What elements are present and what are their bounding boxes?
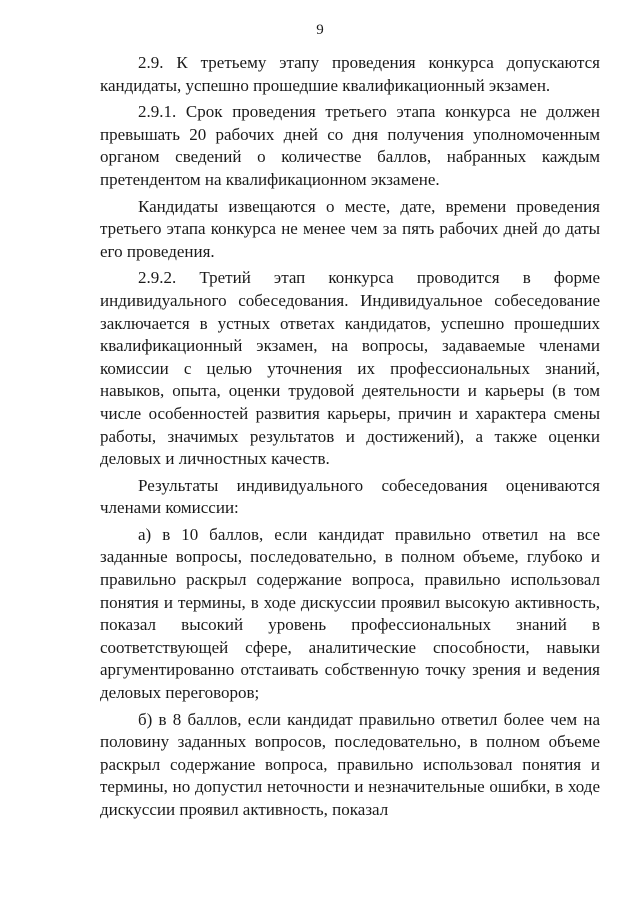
paragraph-item-b: б) в 8 баллов, если кандидат правильно ответил более чем на половину заданных вопросов, последовательно, в полном объеме раскрыл содержание вопроса, правильно использовал понятия и термины, но допустил неточности и незначительные ошибки, в ходе дискуссии проявил активность, показал — [100, 709, 600, 819]
paragraph-2-9-1: 2.9.1. Срок проведения третьего этапа конкурса не должен превышать 20 рабочих дней со дня получения уполномоченным органом сведений о количестве баллов, набранных каждым претендентом на квалификационном экзамене. — [100, 102, 600, 189]
paragraph-results-intro: Результаты индивидуального собеседования оцениваются членами комиссии: — [100, 475, 600, 518]
paragraph-item-a: а) в 10 баллов, если кандидат правильно ответил на все заданные вопросы, последовательно, в полном объеме, глубоко и правильно раскрыл содержание вопроса, правильно использовал понятия и термины, в ходе дискуссии проявил высокую активность, показал высокий уровень профессиональных знаний в соответствующей сфере, аналитические способности, навыки аргументированно отстаивать собственную точку зрения и ведения деловых переговоров; — [100, 524, 600, 703]
document-body — [100, 52, 600, 822]
page-number: 9 — [316, 22, 324, 38]
paragraph-candidates-notice: Кандидаты извещаются о месте, дате, времени проведения третьего этапа конкурса не менее чем за пять рабочих дней до даты его проведения. — [100, 196, 600, 261]
paragraph-2-9-2: 2.9.2. Третий этап конкурса проводится в форме индивидуального собеседования. Индивидуальное собеседование заключается в устных ответах кандидатов, успешно прошедших квалификационный экзамен, на вопросы, задаваемые членами комиссии с целью уточнения их профессиональных знаний, навыков, опыта, оценки трудовой деятельности и карьеры (в том числе особенностей развития карьеры, причин и характера смены работы, значимых результатов и достижений), а также оценки деловых и личностных качеств. — [100, 268, 600, 469]
paragraph-2-9: 2.9. К третьему этапу проведения конкурса допускаются кандидаты, успешно прошедшие квалификационный экзамен. — [100, 53, 600, 95]
